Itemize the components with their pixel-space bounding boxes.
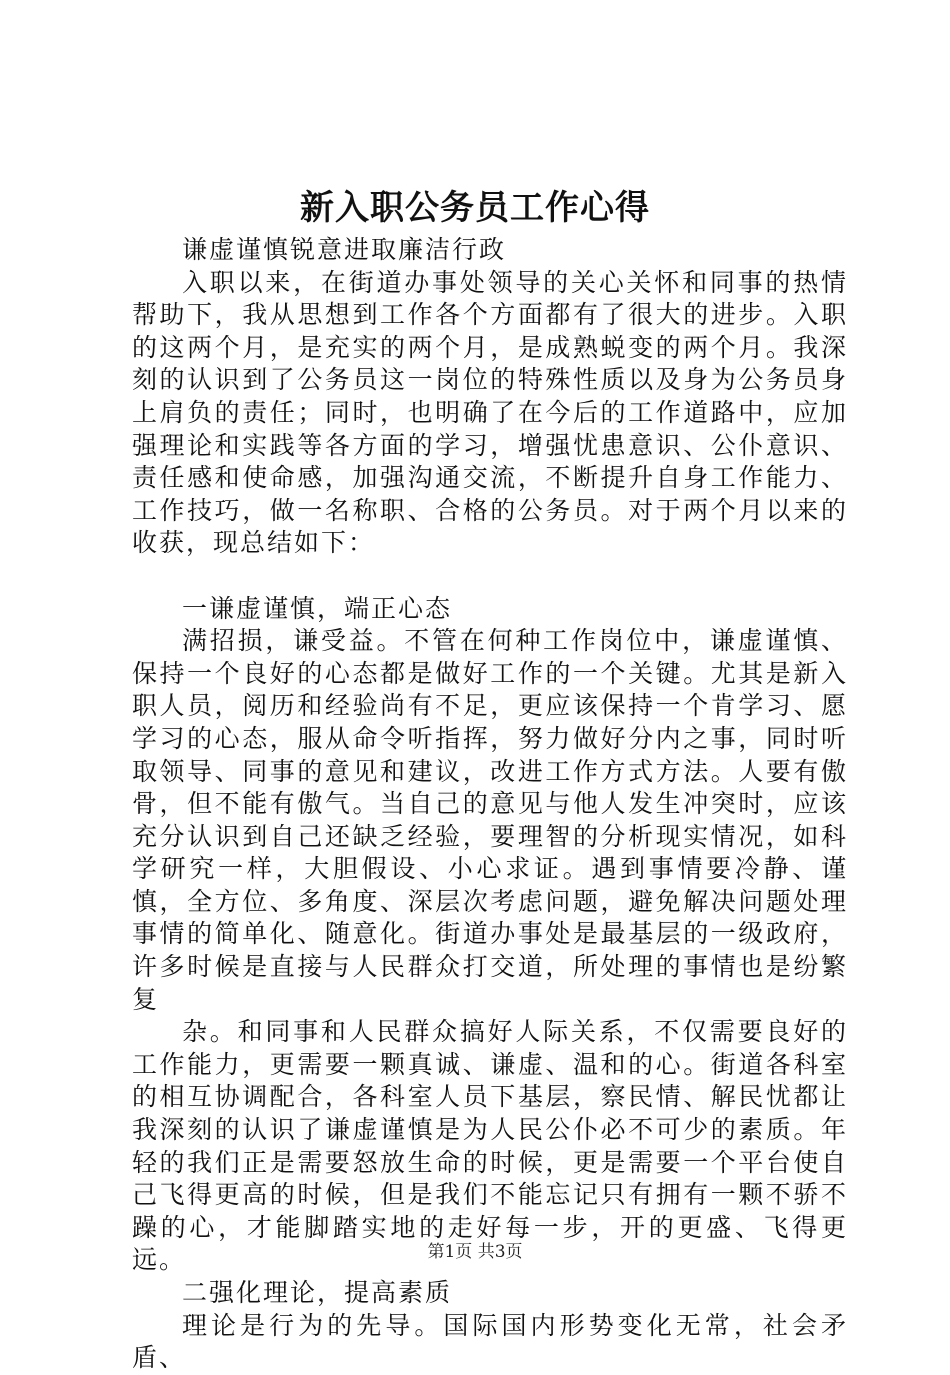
section-heading-2: 二强化理论，提高素质	[182, 1278, 453, 1307]
intro-paragraph: 入职以来，在街道办事处领导的关心关怀和同事的热情帮助下，我从思想到工作各个方面都有了很大的进步。入职的这两个月，是充实的两个月，是成熟蜕变的两个月。我深刻的认识到了公务员这一岗位的特殊性质以及身为公务员身上肩负的责任；同时，也明确了在今后的工作道路中，应加强理论和实践等各方面的学习，增强忧患意识、公仆意识、责任感和使命感，加强沟通交流，不断提升自身工作能力、工作技巧，做一名称职、合格的公务员。对于两个月以来的收获，现总结如下：	[132, 267, 848, 558]
document-title: 新入职公务员工作心得	[300, 188, 650, 228]
subtitle-paragraph: 谦虚谨慎锐意进取廉洁行政	[182, 235, 507, 264]
section-heading-1: 一谦虚谨慎，端正心态	[182, 593, 453, 623]
document-body	[132, 234, 848, 1375]
blank-line	[132, 560, 848, 593]
section-1-paragraph-1: 满招损，谦受益。不管在何种工作岗位中，谦虚谨慎、保持一个良好的心态都是做好工作的一个关键。尤其是新入职人员，阅历和经验尚有不足，更应该保持一个肯学习、愿学习的心态，服从命令听指挥，努力做好分内之事，同时听取领导、同事的意见和建议，改进工作方式方法。人要有傲骨，但不能有傲气。当自己的意见与他人发生冲突时，应该充分认识到自己还缺乏经验，要理智的分析现实情况，如科学研究一样，大胆假设、小心求证。遇到事情要冷静、谨慎，全方位、多角度、深层次考虑问题，避免解决问题处理事情的简单化、随意化。街道办事处是最基层的一级政府，许多时候是直接与人民群众打交道，所处理的事情也是纷繁复	[132, 626, 848, 1014]
page-footer: 第1页 共3页	[427, 1242, 523, 1262]
section-1-paragraph-2: 杂。和同事和人民群众搞好人际关系，不仅需要良好的工作能力，更需要一颗真诚、谦虚、温和的心。街道各科室的相互协调配合，各科室人员下基层，察民情、解民忧都让我深刻的认识了谦虚谨慎是为人民公仆必不可少的素质。年轻的我们正是需要怒放生命的时候，更是需要一个平台使自己飞得更高的时候，但是我们不能忘记只有拥有一颗不骄不躁的心，才能脚踏实地的走好每一步，开的更盛、飞得更远。	[132, 1017, 848, 1275]
section-2-paragraph-1: 理论是行为的先导。国际国内形势变化无常，社会矛盾、	[132, 1310, 848, 1373]
